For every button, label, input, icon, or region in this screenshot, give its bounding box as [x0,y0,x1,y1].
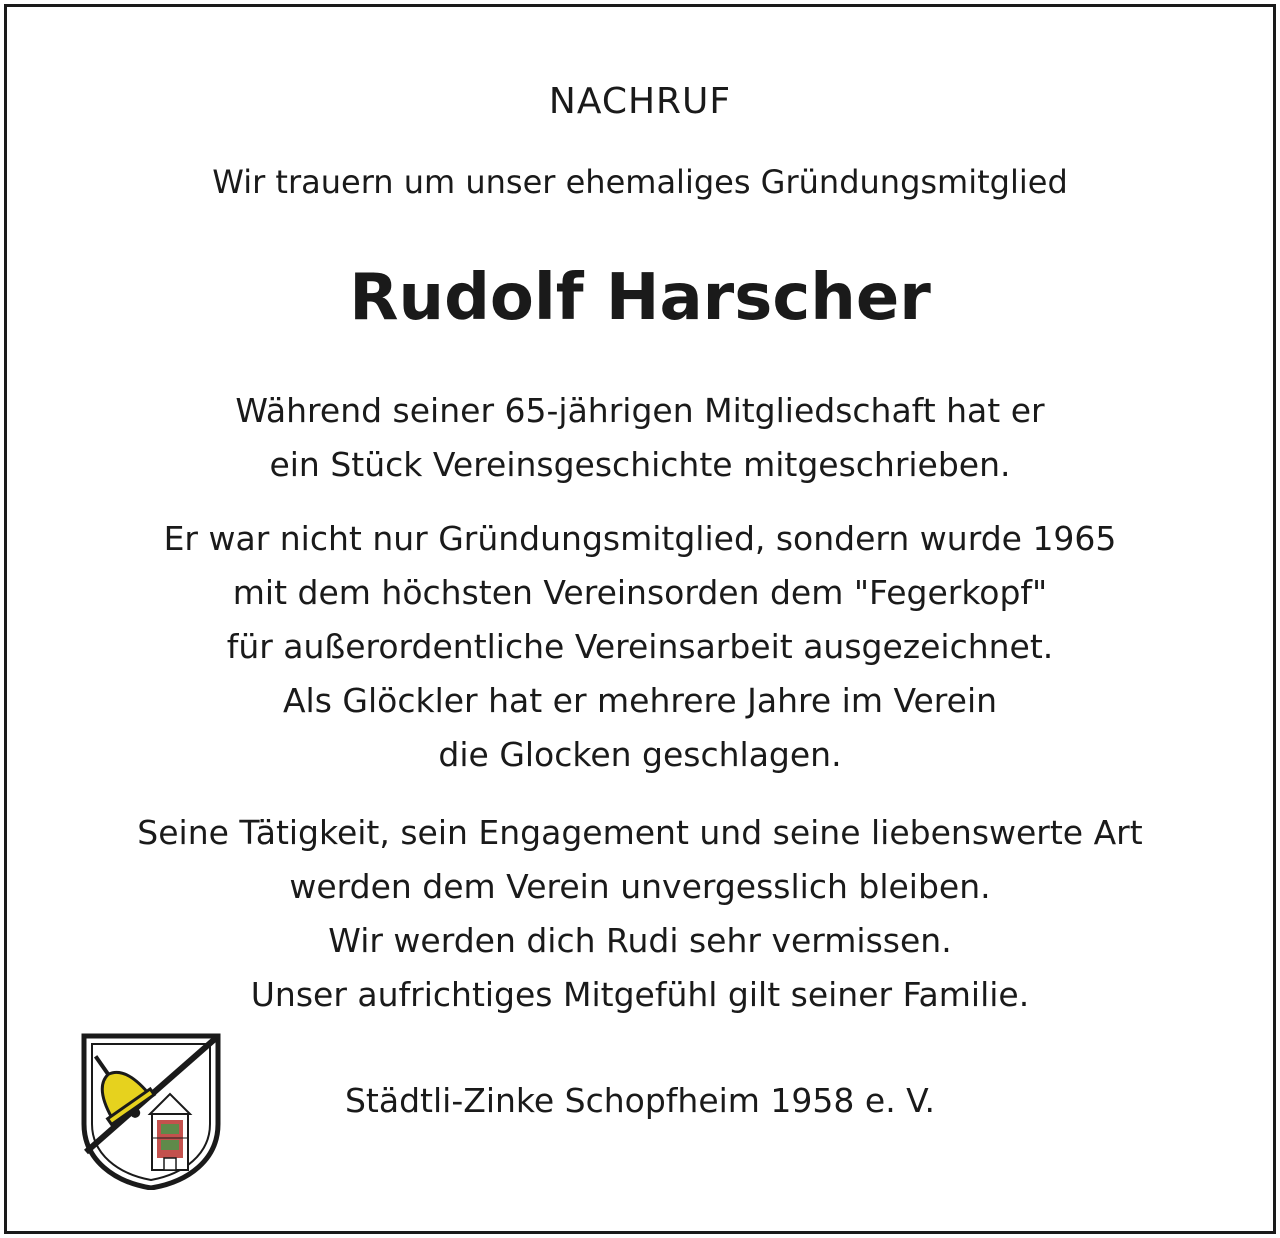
coat-of-arms-bell-tower-icon [80,1032,222,1190]
paragraph-membership [0,384,1280,492]
text-line: Unser aufrichtiges Mitgefühl gilt seiner Familie. [250,975,1030,1014]
text-line: Während seiner 65-jährigen Mitgliedschaft hat er [235,391,1045,430]
paragraph-farewell [0,806,1280,1022]
notice-heading: NACHRUF [548,81,732,122]
text-line: für außerordentliche Vereinsarbeit ausgezeichnet. [226,627,1054,666]
text-line: werden dem Verein unvergesslich bleiben. [289,867,991,906]
text-line: mit dem höchsten Vereinsorden dem "Fegerkopf" [232,573,1048,612]
notice-subheading: Wir trauern um unser ehemaliges Gründungsmitglied [212,163,1068,201]
deceased-name: Rudolf Harscher [349,261,931,335]
text-line: die Glocken geschlagen. [438,735,842,774]
text-line: ein Stück Vereinsgeschichte mitgeschrieben. [269,445,1011,484]
text-line: Seine Tätigkeit, sein Engagement und seine liebenswerte Art [137,813,1143,852]
text-line: Wir werden dich Rudi sehr vermissen. [328,921,952,960]
text-line: Als Glöckler hat er mehrere Jahre im Verein [282,681,998,720]
text-line: Er war nicht nur Gründungsmitglied, sondern wurde 1965 [163,519,1117,558]
club-signature: Städtli-Zinke Schopfheim 1958 e. V. [344,1081,935,1120]
paragraph-honors [0,512,1280,782]
